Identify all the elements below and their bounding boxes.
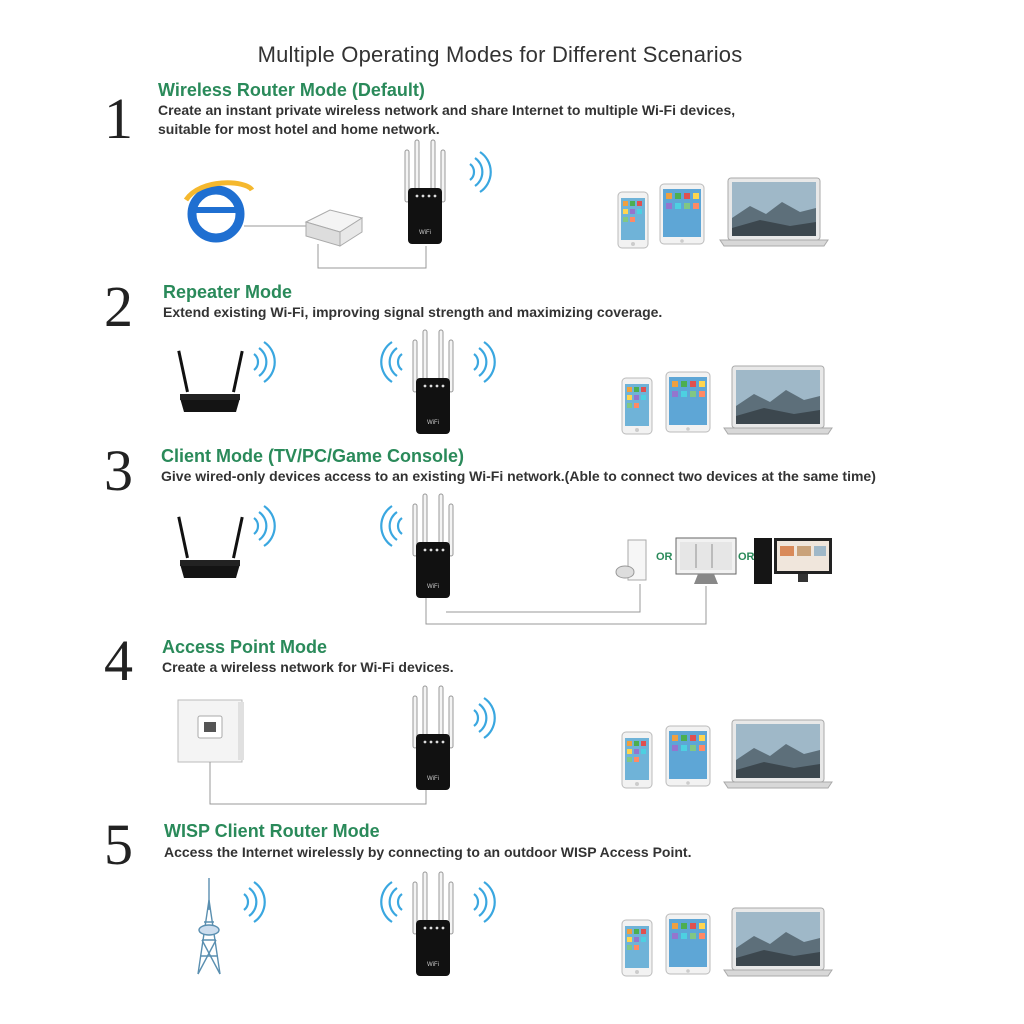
laptop-icon	[724, 908, 832, 976]
wifi-waves-icon	[474, 882, 495, 922]
mode-description: Give wired-only devices access to an existing Wi-Fi network.(Able to connect two devices at the same time)	[161, 468, 876, 484]
transmission-tower-icon	[198, 878, 220, 974]
or-label: OR	[738, 551, 755, 563]
mode-number: 4	[104, 628, 133, 693]
page-title: Multiple Operating Modes for Different Scenarios	[257, 42, 743, 67]
or-label: OR	[656, 551, 673, 563]
mode-number: 5	[104, 812, 133, 877]
mode-title: Repeater Mode	[163, 282, 293, 302]
mode-description: Create a wireless network for Wi-Fi devices.	[162, 659, 454, 675]
wifi-waves-icon	[381, 882, 402, 922]
mode-description-line2: suitable for most hotel and home network.	[158, 121, 440, 137]
wifi-waves-icon	[244, 882, 265, 922]
mode-description: Access the Internet wirelessly by connecting to an outdoor WISP Access Point.	[164, 844, 692, 860]
mode-number: 2	[104, 274, 133, 339]
mode-number: 1	[104, 86, 133, 151]
mode-title: Access Point Mode	[162, 637, 328, 657]
phone-icon	[622, 920, 652, 976]
repeater-icon	[413, 872, 453, 976]
tablet-icon	[666, 914, 710, 974]
mode-title: Wireless Router Mode (Default)	[158, 80, 425, 100]
mode-number: 3	[104, 438, 133, 503]
mode-description: Extend existing Wi-Fi, improving signal strength and maximizing coverage.	[163, 304, 663, 320]
mode-title: Client Mode (TV/PC/Game Console)	[161, 446, 465, 466]
mode-description: Create an instant private wireless network and share Internet to multiple Wi-Fi devices,	[158, 102, 736, 118]
mode-title: WISP Client Router Mode	[164, 821, 380, 841]
